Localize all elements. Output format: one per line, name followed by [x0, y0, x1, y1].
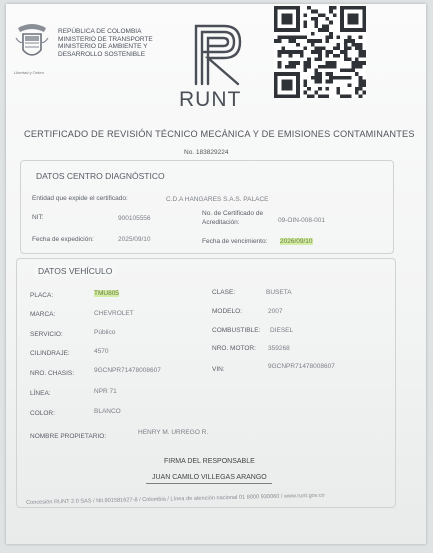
certificate-page	[6, 4, 426, 544]
expiry-date-label: Fecha de vencimiento:	[202, 238, 268, 245]
brand-name: RUNT	[179, 88, 242, 111]
expiry-date-value: 2026/09/10	[280, 238, 313, 245]
cilindraje-value: 4570	[94, 348, 109, 355]
marca-label: MARCA:	[30, 311, 56, 318]
marca-value: CHEVROLET	[94, 310, 134, 317]
runt-logo-icon	[188, 18, 252, 90]
nit-label: NIT:	[32, 214, 44, 221]
color-label: COLOR:	[30, 410, 55, 417]
clase-label: CLASE:	[212, 289, 236, 296]
government-motto: Libertad y Orden	[14, 70, 44, 75]
modelo-value: 2007	[268, 308, 283, 315]
coat-of-arms-icon	[14, 22, 50, 66]
combustible-label: COMBUSTIBLE:	[212, 327, 261, 334]
signature-title: FIRMA DEL RESPONSABLE	[164, 458, 255, 465]
certificate-number: No. 183829224	[184, 149, 229, 156]
vehicle-section	[16, 258, 396, 508]
issue-date-value: 2025/09/10	[118, 236, 151, 243]
servicio-label: SERVICIO:	[30, 331, 63, 338]
placa-value: TMU805	[94, 290, 119, 297]
issuer-label: Entidad que expide el certificado:	[32, 195, 128, 202]
clase-value: BUSETA	[266, 289, 292, 296]
certificate-title: CERTIFICADO DE REVISIÓN TÉCNICO MECÁNICA Y DE EMISIONES CONTAMINANTES	[24, 129, 415, 139]
accreditation-label-1: No. de Certificado de	[202, 210, 264, 217]
signature-name: JUAN CAMILO VILLEGAS ARANGO	[152, 474, 267, 481]
linea-label: LÍNEA:	[30, 390, 51, 397]
vin-label: VIN:	[212, 366, 225, 373]
signature-line	[146, 483, 272, 484]
section-title-center: DATOS CENTRO DIAGNÓSTICO	[32, 171, 169, 181]
chasis-value: 9GCNPR71478008607	[94, 367, 161, 374]
issue-date-label: Fecha de expedición:	[32, 236, 94, 243]
motor-value: 359268	[268, 345, 290, 352]
qr-code[interactable]	[274, 4, 366, 100]
vin-value: 9GCNPR71478008607	[268, 363, 335, 370]
cilindraje-label: CILINDRAJE:	[30, 350, 70, 357]
accreditation-label-2: Acreditación:	[202, 219, 240, 226]
chasis-label: NRO. CHASIS:	[30, 370, 75, 377]
owner-label: NOMBRE PROPIETARIO:	[30, 433, 107, 440]
nit-value: 900105556	[118, 215, 151, 222]
color-value: BLANCO	[94, 408, 121, 415]
footer-text: Concesión RUNT 2.0 SAS / Nit.901581627-8 / Colombia / Línea de atención nacional 01 8000 930060 / www.runt.gov.co	[26, 492, 325, 506]
modelo-label: MODELO:	[212, 308, 242, 315]
government-heading: REPÚBLICA DE COLOMBIA MINISTERIO DE TRANSPORTE MINISTERIO DE AMBIENTE Y DESARROLLO SOSTENIBLE	[58, 28, 153, 58]
linea-value: NPR 71	[94, 388, 117, 395]
owner-value: HENRY M. URREGO R.	[138, 429, 209, 436]
servicio-value: Público	[94, 329, 116, 336]
accreditation-value: 09-OIN-008-001	[278, 217, 325, 224]
issuer-value: C.D.A HANGARES S.A.S. PALACE	[166, 196, 269, 203]
section-title-vehicle: DATOS VEHÍCULO	[34, 266, 116, 276]
combustible-value: DIESEL	[270, 327, 294, 334]
motor-label: NRO. MOTOR:	[212, 345, 256, 352]
placa-label: PLACA:	[30, 292, 54, 299]
